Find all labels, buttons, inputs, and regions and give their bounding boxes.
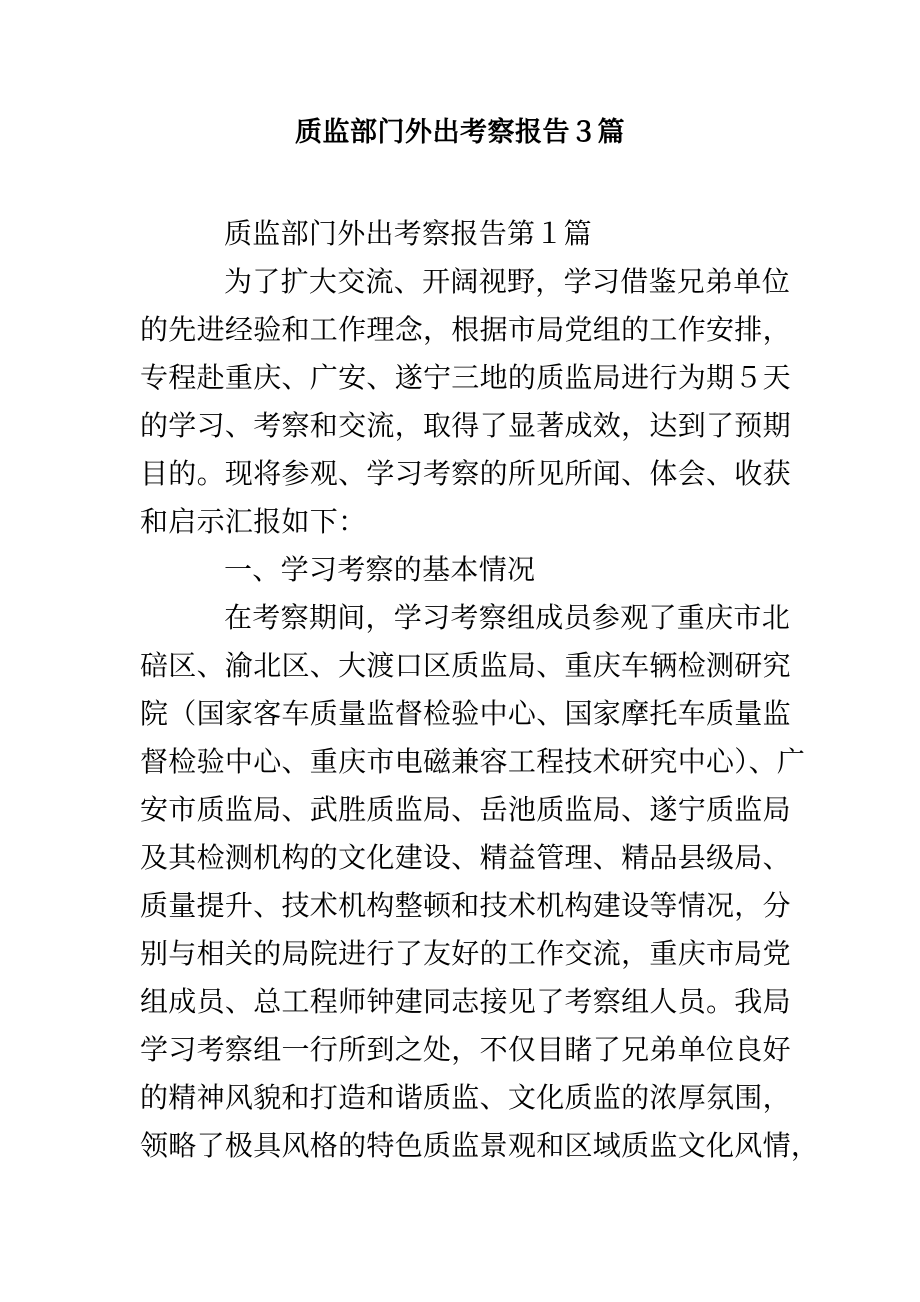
paragraph-line: 督检验中心、重庆市电磁兼容工程技术研究中心）、广 (140, 745, 806, 778)
section-heading: 质监部门外出考察报告第１篇 (224, 217, 592, 250)
document-title: 质监部门外出考察报告３篇 (295, 117, 625, 148)
paragraph-line: 别与相关的局院进行了友好的工作交流，重庆市局党 (140, 937, 791, 970)
paragraph-line: 的精神风貌和打造和谐质监、文化质监的浓厚氛围， (140, 1081, 791, 1114)
paragraph-line: 及其检测机构的文化建设、精益管理、精品县级局、 (140, 841, 791, 874)
paragraph-line: 院（国家客车质量监督检验中心、国家摩托车质量监 (140, 697, 791, 730)
paragraph-line: 和启示汇报如下： (140, 505, 367, 538)
paragraph-line: 的先进经验和工作理念，根据市局党组的工作安排， (140, 313, 791, 346)
paragraph-line: 组成员、总工程师钟建同志接见了考察组人员。我局 (140, 985, 791, 1018)
paragraph-line: 安市质监局、武胜质监局、岳池质监局、遂宁质监局 (140, 793, 791, 826)
paragraph-line: 为了扩大交流、开阔视野，学习借鉴兄弟单位 (224, 265, 791, 298)
paragraph-line: 的学习、考察和交流，取得了显著成效，达到了预期 (140, 409, 791, 442)
paragraph-line: 目的。现将参观、学习考察的所见所闻、体会、收获 (140, 457, 791, 490)
paragraph-line: 学习考察组一行所到之处，不仅目睹了兄弟单位良好 (140, 1033, 791, 1066)
paragraph-line: 在考察期间，学习考察组成员参观了重庆市北 (224, 601, 791, 634)
paragraph-line: 领略了极具风格的特色质监景观和区域质监文化风情， (140, 1129, 820, 1162)
paragraph-line: 质量提升、技术机构整顿和技术机构建设等情况，分 (140, 889, 791, 922)
paragraph-line: 专程赴重庆、广安、遂宁三地的质监局进行为期５天 (140, 361, 791, 394)
paragraph-line: 碚区、渝北区、大渡口区质监局、重庆车辆检测研究 (140, 649, 791, 682)
section-heading: 一、学习考察的基本情况 (224, 553, 536, 586)
